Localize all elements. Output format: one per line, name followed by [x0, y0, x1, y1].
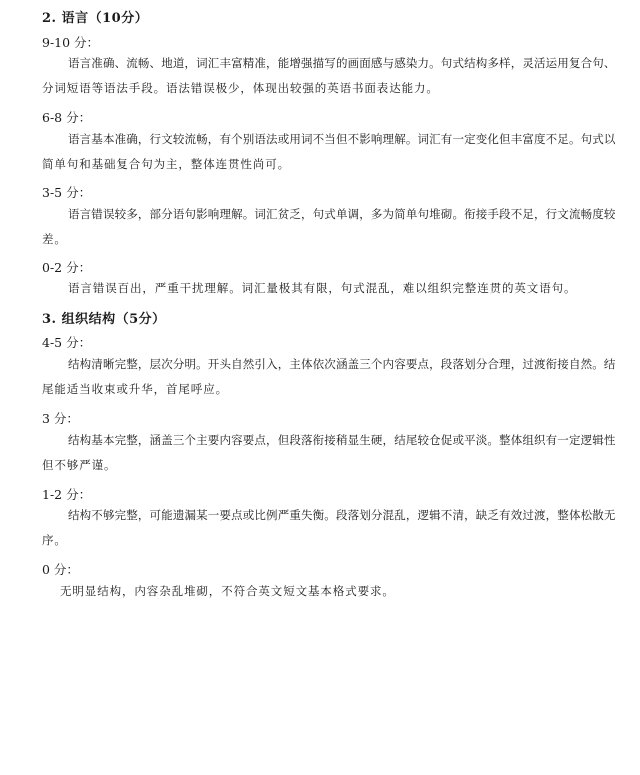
criteria-line: 语言错误较多，部分语句影响理解。词汇贫乏，句式单调，多为简单句堆砌。衔接手段不足，行文流畅度较 [68, 207, 616, 221]
score-range-label: 0-2 分： [42, 260, 92, 275]
score-range-label: 3-5 分： [42, 185, 92, 200]
criteria-line: 差。 [42, 232, 67, 246]
score-range-label: 1-2 分： [42, 487, 92, 502]
criteria-line: 结构不够完整，可能遗漏某一要点或比例严重失衡。段落划分混乱，逻辑不清，缺乏有效过渡，整体松散无 [68, 508, 616, 522]
score-range-label: 9-10 分： [42, 35, 100, 50]
criteria-line: 序。 [42, 533, 67, 547]
score-range-label: 4-5 分： [42, 335, 92, 350]
score-range-label: 6-8 分： [42, 110, 92, 125]
criteria-line: 但不够严谨。 [42, 458, 117, 472]
criteria-line: 分词短语等语法手段。语法错误极少，体现出较强的英语书面表达能力。 [42, 81, 439, 95]
criteria-line: 无明显结构，内容杂乱堆砌，不符合英文短文基本格式要求。 [60, 584, 395, 598]
criteria-line: 结构清晰完整，层次分明。开头自然引入，主体依次涵盖三个内容要点，段落划分合理，过渡衔接自然。结 [68, 357, 616, 371]
score-range-label: 3 分： [42, 411, 79, 426]
criteria-line: 尾能适当收束或升华，首尾呼应。 [42, 382, 228, 396]
section-heading-language: 2. 语言（10分） [42, 11, 149, 26]
criteria-line: 语言准确、流畅、地道，词汇丰富精准，能增强描写的画面感与感染力。句式结构多样，灵活运用复合句、 [68, 56, 616, 70]
criteria-line: 结构基本完整，涵盖三个主要内容要点，但段落衔接稍显生硬，结尾较仓促或平淡。整体组织有一定逻辑性 [68, 433, 616, 447]
criteria-line: 语言基本准确，行文较流畅，有个别语法或用词不当但不影响理解。词汇有一定变化但丰富度不足。句式以 [68, 132, 616, 146]
criteria-line: 简单句和基础复合句为主，整体连贯性尚可。 [42, 157, 290, 171]
criteria-line: 语言错误百出，严重干扰理解。词汇量极其有限，句式混乱，难以组织完整连贯的英文语句。 [68, 281, 577, 295]
section-heading-structure: 3. 组织结构（5分） [42, 312, 166, 327]
score-range-label: 0 分： [42, 562, 79, 577]
